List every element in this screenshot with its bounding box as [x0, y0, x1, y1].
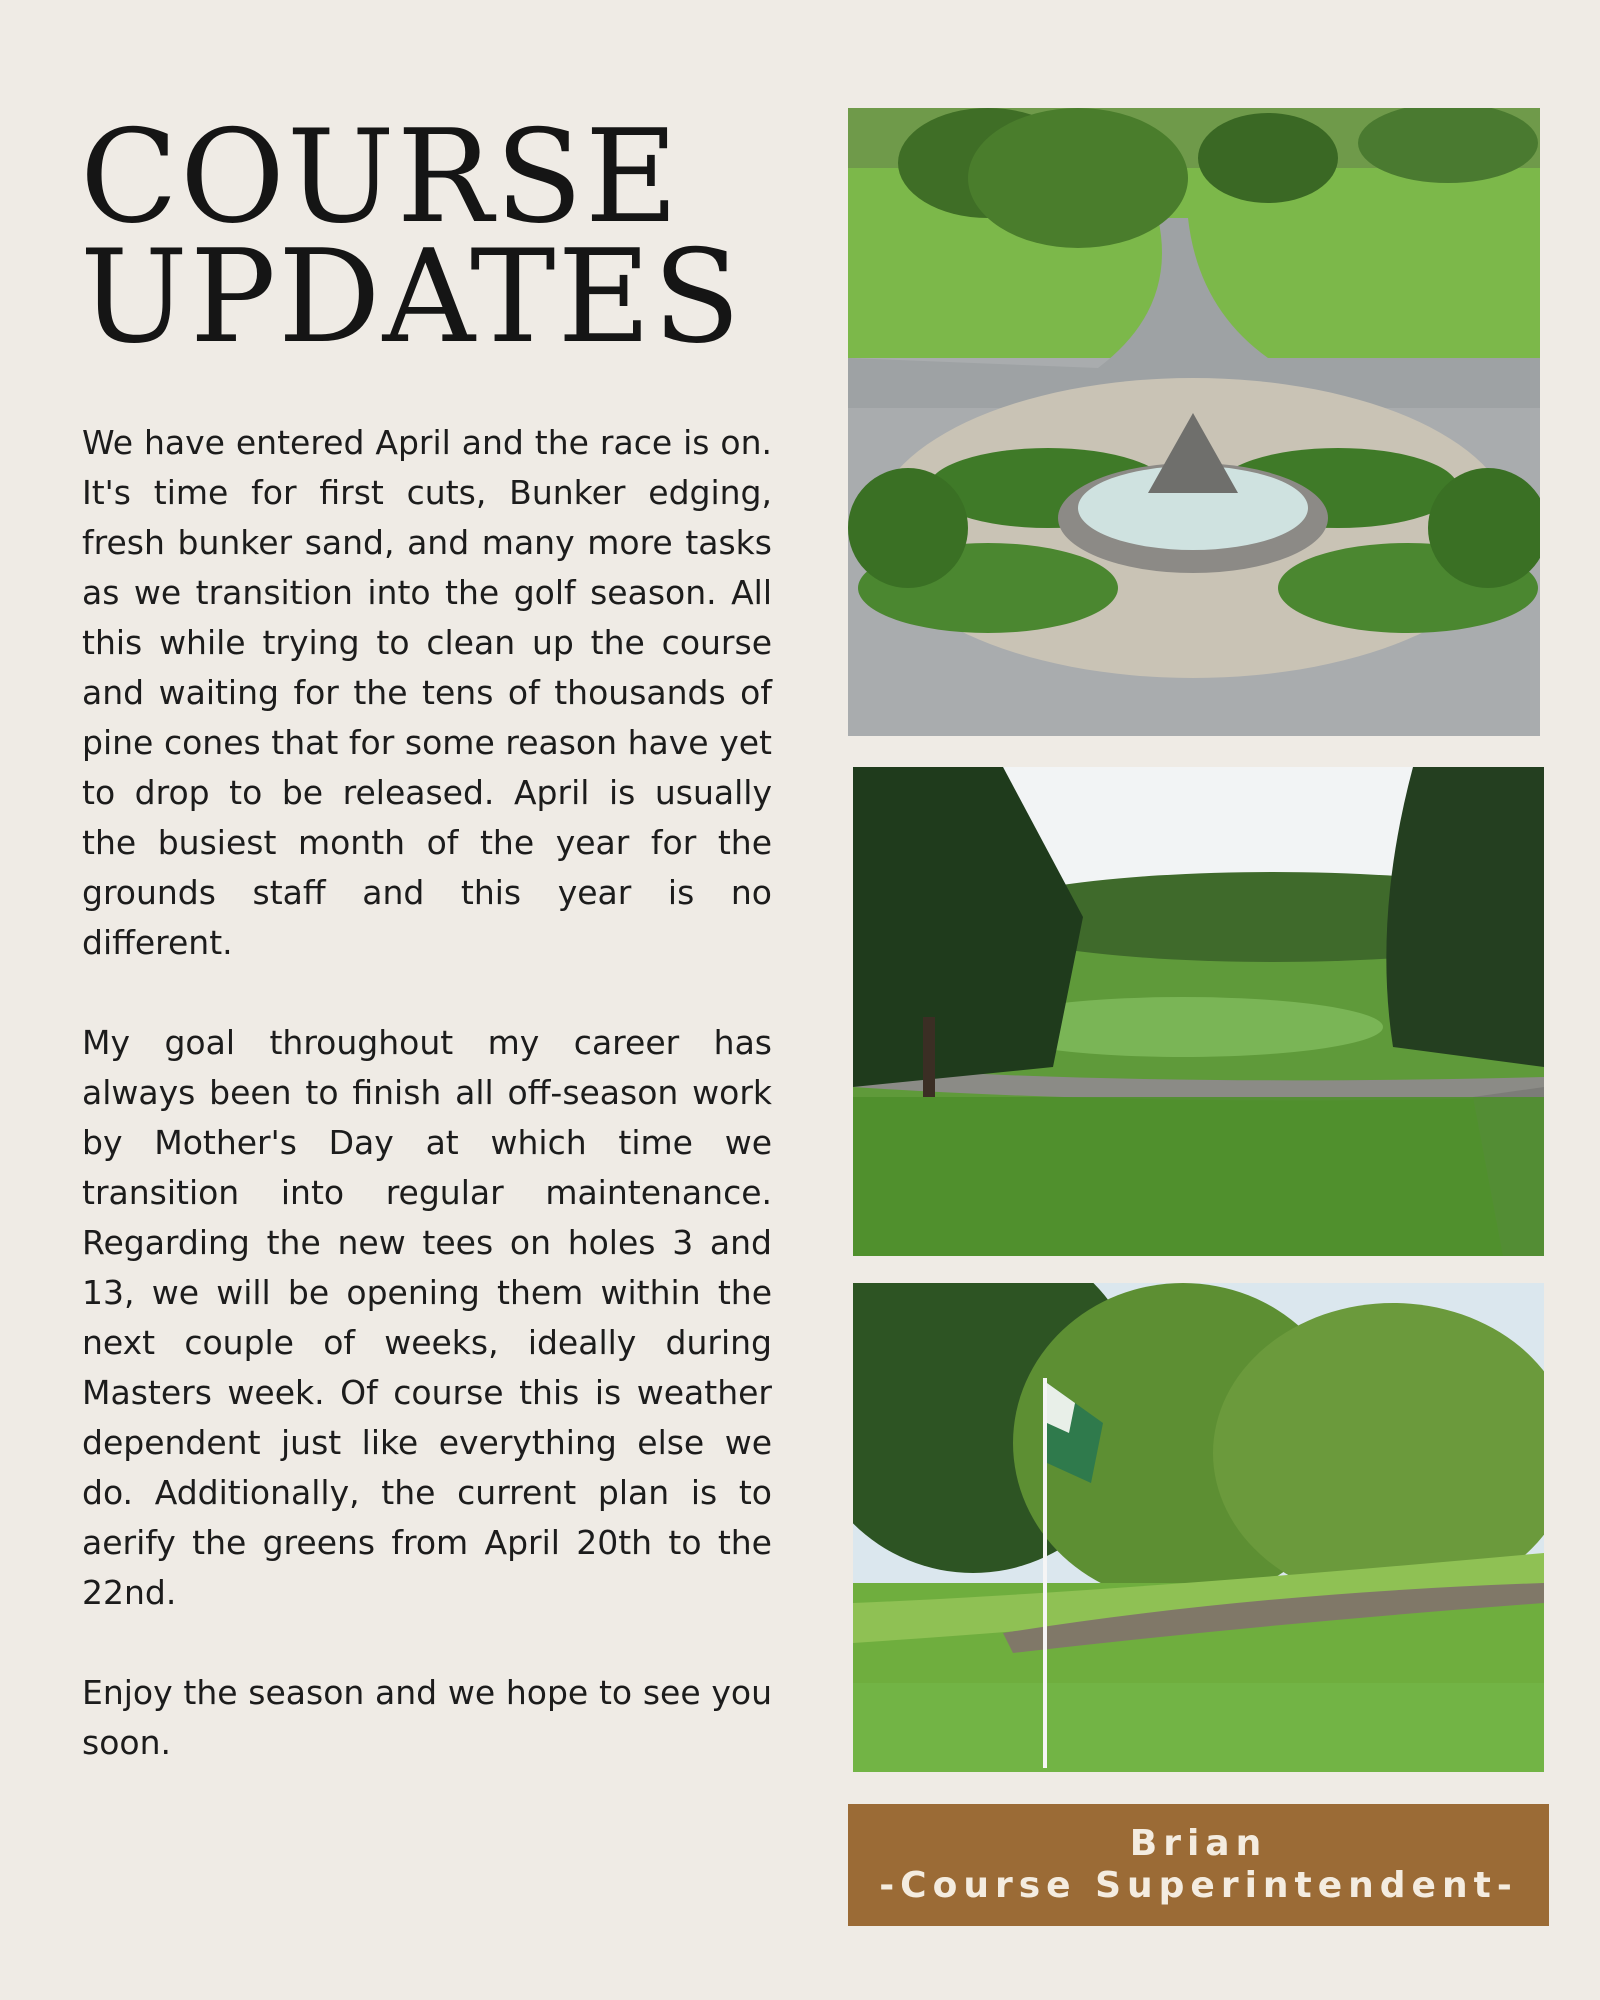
paragraph-1: We have entered April and the race is on. It's time for first cuts, Bunker edging, fresh bunker sand, and many more tasks as we transition into the golf season. All this while trying to clean up the course and waiting for the tens of thousands of pine cones that for some reason have yet to drop to be released. April is usually the busiest month of the year for the grounds staff and this year is no different. [82, 423, 772, 962]
fountain-roundabout-photo [848, 108, 1540, 736]
title-line-1: COURSE [80, 103, 681, 252]
signature-role: -Course Superintendent- [879, 1865, 1518, 1906]
signature-name: Brian [1129, 1823, 1268, 1864]
paragraph-3: Enjoy the season and we hope to see you soon. [82, 1673, 772, 1762]
page-title [80, 103, 780, 372]
article-body [82, 418, 772, 1818]
putting-green-flag-photo [853, 1283, 1544, 1772]
fairway-pines-photo [853, 767, 1544, 1256]
paragraph-2: My goal throughout my career has always been to finish all off-season work by Mother's Day at which time we transition into regular maintenance. Regarding the new tees on holes 3 and 13, we will be opening them within the next couple of weeks, ideally during Masters week. Of course this is weather dependent just like everything else we do. Additionally, the current plan is to aerify the greens from April 20th to the 22nd. [82, 1023, 772, 1612]
title-line-2: UPDATES [80, 223, 743, 372]
signature-banner [848, 1804, 1549, 1926]
